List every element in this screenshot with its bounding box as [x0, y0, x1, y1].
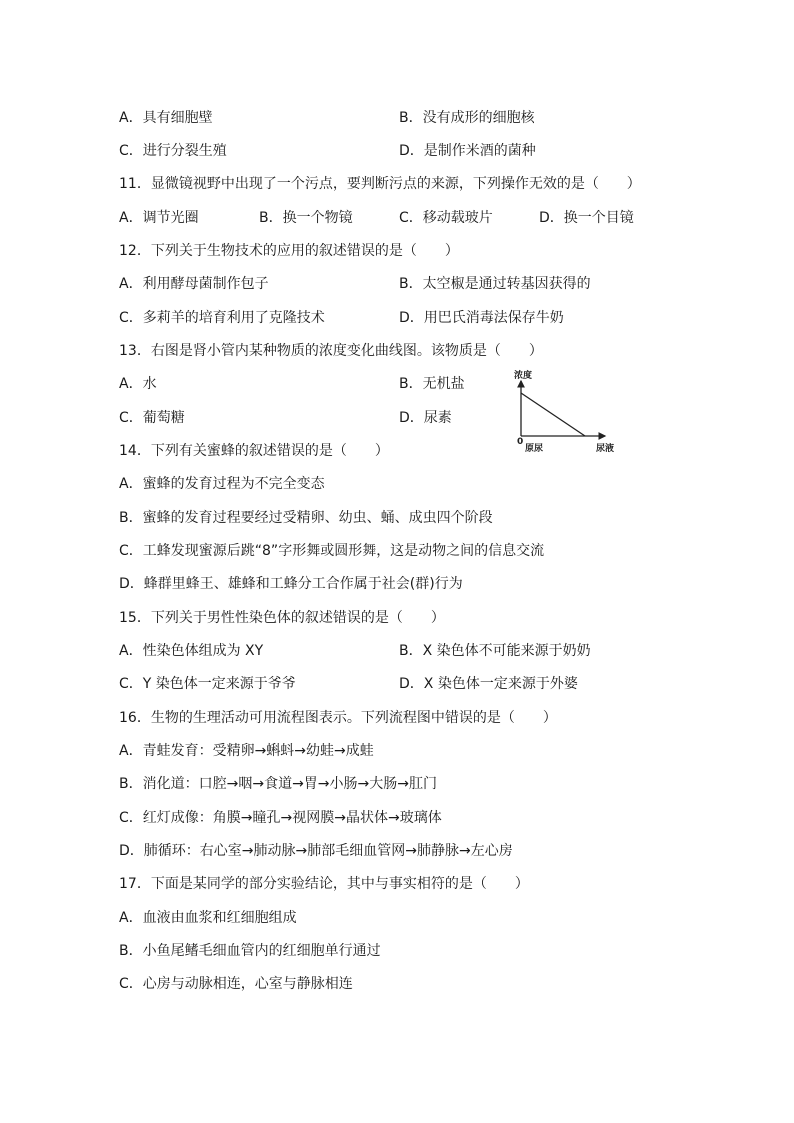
- q16-option-d: D．肺循环：右心室→肺动脉→肺部毛细血管网→肺静脉→左心房: [119, 843, 513, 859]
- q16-option-b: B．消化道：口腔→咽→食道→胃→小肠→大肠→肛门: [119, 776, 437, 792]
- q12-option-a: A．利用酵母菌制作包子: [119, 276, 269, 292]
- x-end-label: 尿液: [596, 444, 615, 454]
- q11-option-d: D．换一个目镜: [539, 210, 634, 226]
- q14-option-c: C．工蜂发现蜜源后跳“8”字形舞或圆形舞，这是动物之间的信息交流: [119, 543, 545, 559]
- q12-stem: 12．下列关于生物技术的应用的叙述错误的是（ ）: [119, 243, 459, 259]
- q15-stem: 15．下列关于男性性染色体的叙述错误的是（ ）: [119, 610, 445, 626]
- y-axis-label: 浓度: [514, 371, 533, 381]
- concentration-curve: [521, 393, 585, 436]
- q11-option-c: C．移动载玻片: [399, 210, 493, 226]
- q14-option-b: B．蜜蜂的发育过程要经过受精卵、幼虫、蛹、成虫四个阶段: [119, 510, 493, 526]
- q16-stem: 16．生物的生理活动可用流程图表示。下列流程图中错误的是（ ）: [119, 710, 557, 726]
- q14-stem: 14．下列有关蜜蜂的叙述错误的是（ ）: [119, 443, 389, 459]
- q11-option-a: A．调节光圈: [119, 210, 199, 226]
- q10-option-d: D．是制作米酒的菌种: [399, 143, 536, 159]
- q14-option-d: D．蜂群里蜂王、雄蜂和工蜂分工合作属于社会(群)行为: [119, 576, 463, 592]
- q13-option-c: C．葡萄糖: [119, 410, 185, 426]
- q10-option-b: B．没有成形的细胞核: [399, 110, 535, 126]
- q13-option-b: B．无机盐: [399, 376, 465, 392]
- q17-option-a: A．血液由血浆和红细胞组成: [119, 910, 297, 926]
- q15-option-c: C．Y 染色体一定来源于爷爷: [119, 676, 296, 692]
- q12-option-d: D．用巴氏消毒法保存牛奶: [399, 310, 564, 326]
- q14-option-a: A．蜜蜂的发育过程为不完全变态: [119, 476, 325, 492]
- q13-option-d: D．尿素: [399, 410, 452, 426]
- q17-option-b: B．小鱼尾鳍毛细血管内的红细胞单行通过: [119, 943, 381, 959]
- q12-option-c: C．多莉羊的培育利用了克隆技术: [119, 310, 325, 326]
- q16-option-c: C．红灯成像：角膜→瞳孔→视网膜→晶状体→玻璃体: [119, 810, 442, 826]
- q11-option-b: B．换一个物镜: [259, 210, 353, 226]
- q15-option-d: D．X 染色体一定来源于外婆: [399, 676, 578, 692]
- q13-option-a: A．水: [119, 376, 157, 392]
- concentration-graph: [508, 367, 628, 459]
- q15-option-a: A．性染色体组成为 XY: [119, 643, 264, 659]
- q10-option-a: A．具有细胞壁: [119, 110, 213, 126]
- q13-stem: 13．右图是肾小管内某种物质的浓度变化曲线图。该物质是（ ）: [119, 343, 543, 359]
- q10-option-c: C．进行分裂生殖: [119, 143, 227, 159]
- q15-option-b: B．X 染色体不可能来源于奶奶: [399, 643, 591, 659]
- q17-stem: 17．下面是某同学的部分实验结论，其中与事实相符的是（ ）: [119, 876, 529, 892]
- q17-option-c: C．心房与动脉相连，心室与静脉相连: [119, 976, 353, 992]
- origin-label: 0: [517, 437, 524, 447]
- q16-option-a: A．青蛙发育：受精卵→蝌蚪→幼蛙→成蛙: [119, 743, 374, 759]
- q11-stem: 11．显微镜视野中出现了一个污点，要判断污点的来源，下列操作无效的是（ ）: [119, 176, 641, 192]
- q12-option-b: B．太空椒是通过转基因获得的: [399, 276, 591, 292]
- x-start-label: 原尿: [525, 444, 544, 454]
